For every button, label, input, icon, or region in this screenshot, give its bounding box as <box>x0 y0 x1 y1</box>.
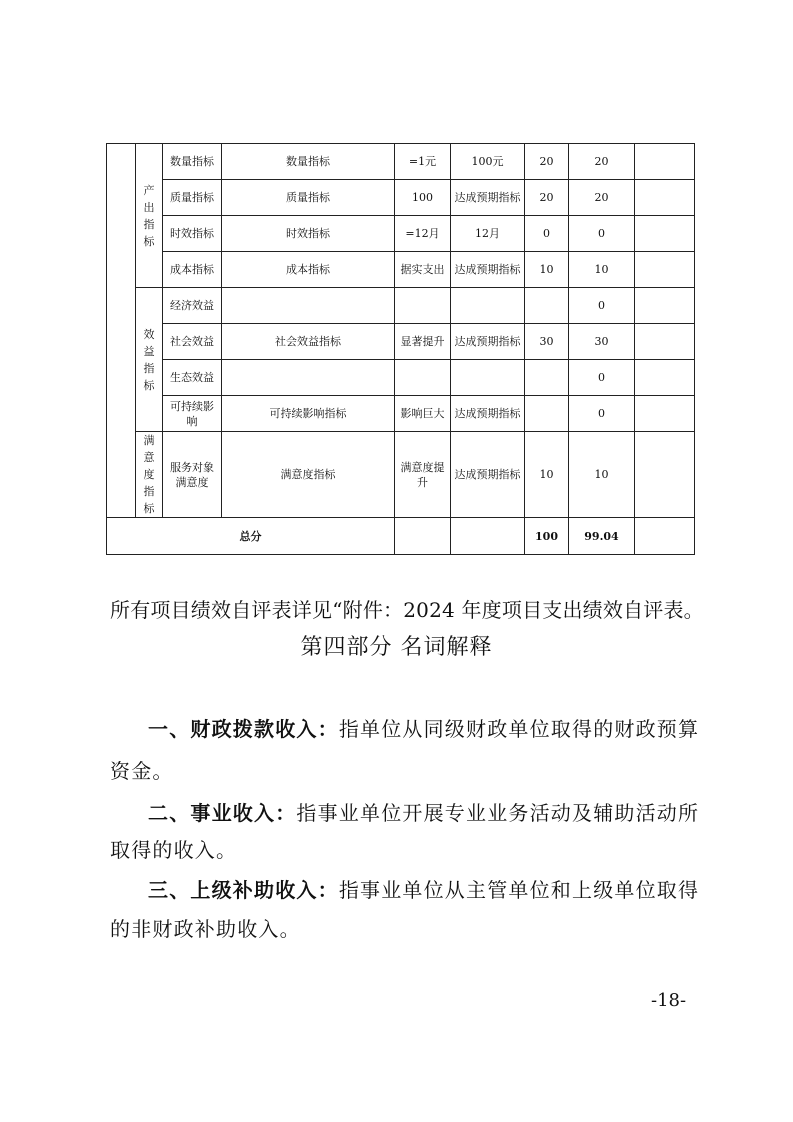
indicator-note <box>635 144 695 180</box>
def-3-line-1: 指事业单位从主管单位和上级单位取得 <box>338 878 700 902</box>
indicator-score: 20 <box>569 180 635 216</box>
table-row <box>107 360 695 396</box>
indicator-score: 0 <box>569 216 635 252</box>
indicator-score: 30 <box>569 324 635 360</box>
indicator-l3: 时效指标 <box>222 216 395 252</box>
performance-table <box>106 143 695 555</box>
def-2-line-2: 取得的收入。 <box>110 838 238 862</box>
definition-1 <box>148 713 699 742</box>
indicator-target: 达成预期指标 <box>451 180 525 216</box>
term-2: 二、事业收入： <box>148 801 297 825</box>
indicator-weight: 10 <box>525 432 569 518</box>
indicator-value <box>395 360 451 396</box>
indicator-target <box>451 360 525 396</box>
total-row <box>107 518 695 555</box>
indicator-value: 影响巨大 <box>395 396 451 432</box>
indicator-target: 12月 <box>451 216 525 252</box>
indicator-l3: 可持续影响指标 <box>222 396 395 432</box>
def-3-line-2: 的非财政补助收入。 <box>110 917 301 941</box>
indicator-note <box>635 180 695 216</box>
indicator-weight: 0 <box>525 216 569 252</box>
indicator-score: 0 <box>569 396 635 432</box>
indicator-value: 据实支出 <box>395 252 451 288</box>
indicator-note <box>635 360 695 396</box>
indicator-note <box>635 432 695 518</box>
indicator-weight <box>525 288 569 324</box>
indicator-weight <box>525 360 569 396</box>
indicator-target: 达成预期指标 <box>451 396 525 432</box>
indicator-l2: 成本指标 <box>163 252 222 288</box>
level1-cell <box>107 144 136 518</box>
table-row <box>107 216 695 252</box>
indicator-value: =1元 <box>395 144 451 180</box>
indicator-value: 100 <box>395 180 451 216</box>
table-row <box>107 432 695 518</box>
def-2-line-1: 指事业单位开展专业业务活动及辅助活动所 <box>296 801 700 825</box>
indicator-l3: 质量指标 <box>222 180 395 216</box>
table-row <box>107 144 695 180</box>
indicator-l3 <box>222 360 395 396</box>
total-note <box>635 518 695 555</box>
indicator-l2: 服务对象满意度 <box>163 432 222 518</box>
indicator-value: =12月 <box>395 216 451 252</box>
total-empty-cell <box>451 518 525 555</box>
indicator-l2: 社会效益 <box>163 324 222 360</box>
term-1: 一、财政拨款收入： <box>148 717 339 741</box>
indicator-score: 10 <box>569 432 635 518</box>
level2-group-label: 效益指标 <box>136 288 163 432</box>
total-score: 99.04 <box>569 518 635 555</box>
indicator-score: 20 <box>569 144 635 180</box>
indicator-weight: 20 <box>525 180 569 216</box>
indicator-l3: 满意度指标 <box>222 432 395 518</box>
section-title: 第四部分 名词解释 <box>300 635 493 660</box>
indicator-l2: 可持续影响 <box>163 396 222 432</box>
indicator-target: 达成预期指标 <box>451 324 525 360</box>
indicator-target: 100元 <box>451 144 525 180</box>
indicator-l2: 时效指标 <box>163 216 222 252</box>
appendix-note: 所有项目绩效自评表详见“附件：2024 年度项目支出绩效自评表。 <box>110 598 704 622</box>
total-weight: 100 <box>525 518 569 555</box>
indicator-weight <box>525 396 569 432</box>
page-number: -18- <box>651 990 687 1011</box>
def-1-line-1: 指单位从同级财政单位取得的财政预算 <box>338 717 700 741</box>
indicator-value: 显著提升 <box>395 324 451 360</box>
indicator-l3: 数量指标 <box>222 144 395 180</box>
indicator-note <box>635 324 695 360</box>
table-row <box>107 396 695 432</box>
indicator-l3: 社会效益指标 <box>222 324 395 360</box>
indicator-score: 0 <box>569 288 635 324</box>
table-row <box>107 180 695 216</box>
indicator-l2: 生态效益 <box>163 360 222 396</box>
total-empty-cell <box>395 518 451 555</box>
indicator-l3 <box>222 288 395 324</box>
indicator-note <box>635 216 695 252</box>
indicator-l2: 数量指标 <box>163 144 222 180</box>
total-label: 总分 <box>107 518 395 555</box>
table-row <box>107 252 695 288</box>
indicator-value <box>395 288 451 324</box>
indicator-weight: 30 <box>525 324 569 360</box>
definition-3 <box>148 874 699 903</box>
term-3: 三、上级补助收入： <box>148 878 339 902</box>
indicator-l3: 成本指标 <box>222 252 395 288</box>
level2-group-label: 满意度指标 <box>136 432 163 518</box>
indicator-l2: 质量指标 <box>163 180 222 216</box>
indicator-value: 满意度提升 <box>395 432 451 518</box>
indicator-score: 0 <box>569 360 635 396</box>
level2-group-label: 产出指标 <box>136 144 163 288</box>
indicator-target <box>451 288 525 324</box>
indicator-l2: 经济效益 <box>163 288 222 324</box>
indicator-score: 10 <box>569 252 635 288</box>
indicator-target: 达成预期指标 <box>451 252 525 288</box>
definition-2 <box>148 797 699 826</box>
def-1-line-2: 资金。 <box>110 759 174 783</box>
indicator-weight: 20 <box>525 144 569 180</box>
indicator-weight: 10 <box>525 252 569 288</box>
indicator-note <box>635 288 695 324</box>
table-row <box>107 324 695 360</box>
indicator-note <box>635 252 695 288</box>
indicator-target: 达成预期指标 <box>451 432 525 518</box>
table-row <box>107 288 695 324</box>
indicator-note <box>635 396 695 432</box>
